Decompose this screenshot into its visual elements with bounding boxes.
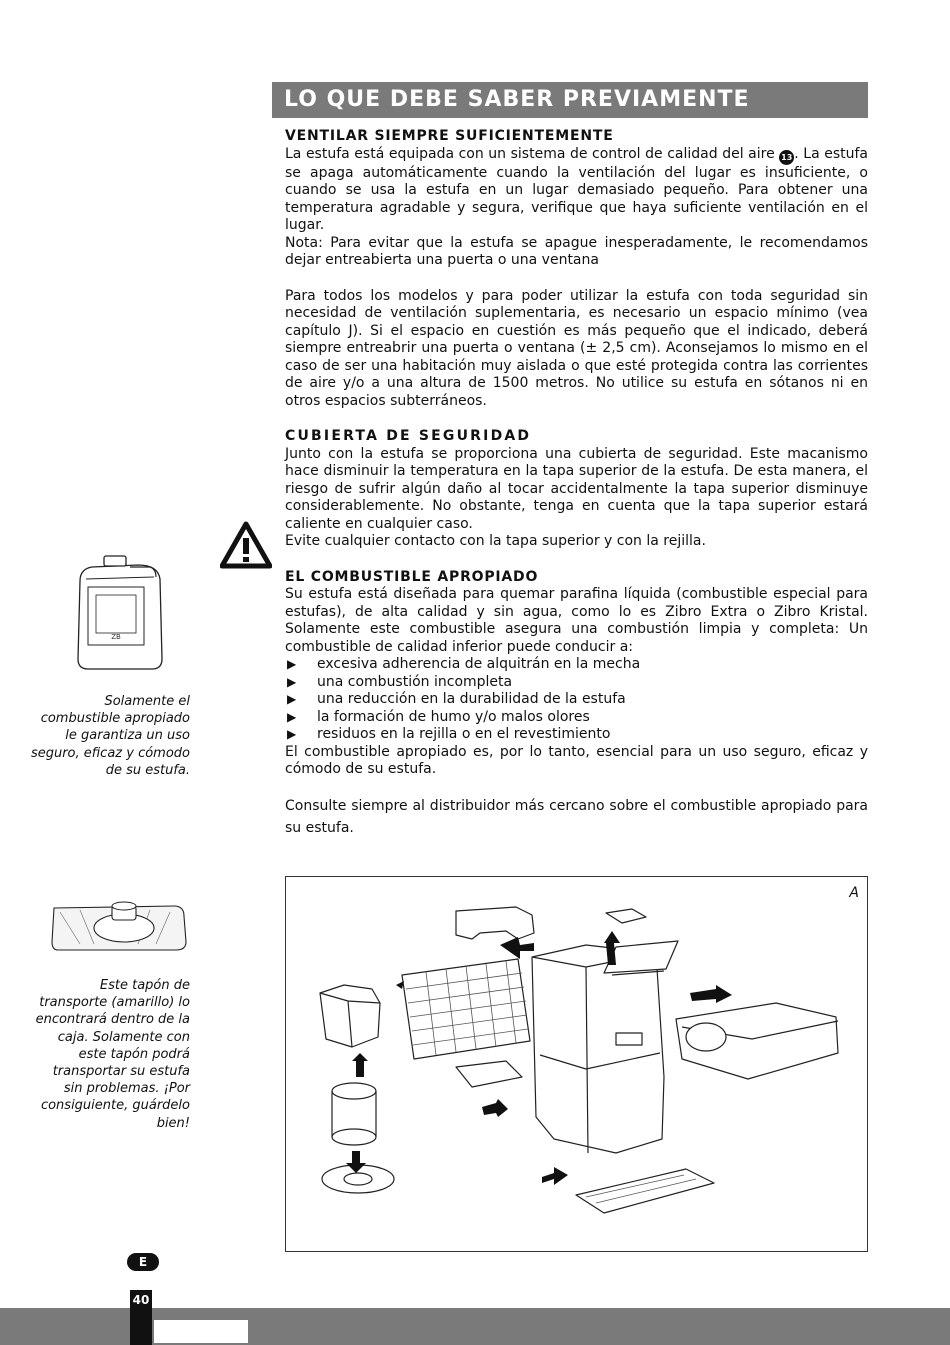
arrow-bullet-icon: ▶ [287, 692, 297, 706]
list-item: ▶ una combustión incompleta [287, 673, 513, 690]
reference-number-badge: 13 [779, 150, 794, 165]
ventilation-paragraph-2: Para todos los modelos y para poder utilizar la estufa con toda seguridad sin necesidad de ventilación suplementaria, es necesario un espacio mínimo (vea capítulo J). Si el espacio en cuestión es más pequeño que el indicado, deberá siempre entreabrir una puerta o ventana (± 2,5 cm). Aconsejamos lo mismo en el caso de ser una habitación muy aislada o que esté protegida contra las corrientes de aire y/o a una altura de 1500 metros. No utilice su estufa en sótanos ni en otros espacios subterráneos. [285, 287, 868, 409]
ventilation-heading: VENTILAR SIEMPRE SUFICIENTEMENTE [285, 128, 614, 144]
list-item: ▶ una reducción en la durabilidad de la estufa [287, 691, 626, 707]
svg-text:ZB: ZB [111, 633, 121, 641]
page-number: 40 [130, 1290, 152, 1345]
arrow-bullet-icon: ▶ [287, 674, 297, 689]
safety-cover-heading: CUBIERTA DE SEGURIDAD [285, 428, 532, 444]
ventilation-paragraph-1: La estufa está equipada con un sistema de control de calidad del aire 13 . La estufa se apaga automáticamente cuando la ventilación del lugar es insuficiente, o cuando se usa la estufa en un lugar demasiado pequeño. Para obtener una temperatura agradable y segura, verifique que haya suficiente ventilación en el lugar. [285, 145, 868, 233]
fuel-canister-icon [74, 555, 168, 673]
fuel-consult: Consulte siempre al distribuidor más cercano sobre el combustible apropiado para su estufa. [285, 797, 868, 836]
fuel-conclusion: El combustible apropiado es, por lo tanto, esencial para un uso seguro, eficaz y cómodo de su estufa. [285, 743, 868, 777]
fuel-caption: Solamente el combustible apropiado le garantiza un uso seguro, eficaz y cómodo de su estufa. [30, 694, 190, 778]
list-item: ▶ excesiva adherencia de alquitrán en la mecha [287, 656, 641, 672]
fuel-intro: Su estufa está diseñada para quemar parafina líquida (combustible especial para estufas), de alta calidad y sin agua, como lo es Zibro Extra o Zibro Kristal. Solamente este combustible asegura una combustión limpia y completa: Un combustible de calidad inferior puede conducir a: [285, 586, 868, 655]
main-content [285, 128, 868, 839]
safety-cover-paragraph-2: Evite cualquier contacto con la tapa superior y con la rejilla. [285, 533, 706, 549]
figure-label: A [849, 885, 859, 901]
footer-white-strip [154, 1320, 248, 1343]
arrow-bullet-icon: ▶ [287, 657, 297, 671]
transport-cap-icon [50, 898, 190, 954]
list-item: ▶ la formación de humo y/o malos olores [287, 708, 590, 725]
transport-cap-caption: Este tapón de transporte (amarillo) lo encontrará dentro de la caja. Solamente con este tapón podrá transportar su estufa sin problemas. ¡Por consiguiente, guárdelo bien! [35, 978, 190, 1131]
ventilation-note: Nota: Para evitar que la estufa se apague inesperadamente, le recomendamos dejar entreabierta una puerta o una ventana [285, 234, 868, 268]
page-title: LO QUE DEBE SABER PREVIAMENTE [272, 82, 868, 118]
warning-icon [220, 521, 272, 569]
figure-a [285, 876, 868, 1252]
list-item: ▶ residuos en la rejilla o en el revestimiento [287, 726, 611, 742]
heater-exploded-diagram [286, 877, 867, 1251]
fuel-heading: EL COMBUSTIBLE APROPIADO [285, 568, 539, 585]
arrow-bullet-icon: ▶ [287, 709, 297, 724]
fuel-bullet-list [285, 656, 868, 744]
language-badge: E [127, 1253, 159, 1271]
safety-cover-paragraph-1: Junto con la estufa se proporciona una cubierta de seguridad. Este macanismo hace disminuir la temperatura en la tapa superior de la estufa. De esta manera, el riesgo de sufrir algún daño al tocar accidentalmente la tapa superior disminuye considerablemente. No obstante, tenga en cuenta que la tapa superior estará caliente en cualquier caso. [285, 445, 868, 532]
arrow-bullet-icon: ▶ [287, 727, 297, 741]
